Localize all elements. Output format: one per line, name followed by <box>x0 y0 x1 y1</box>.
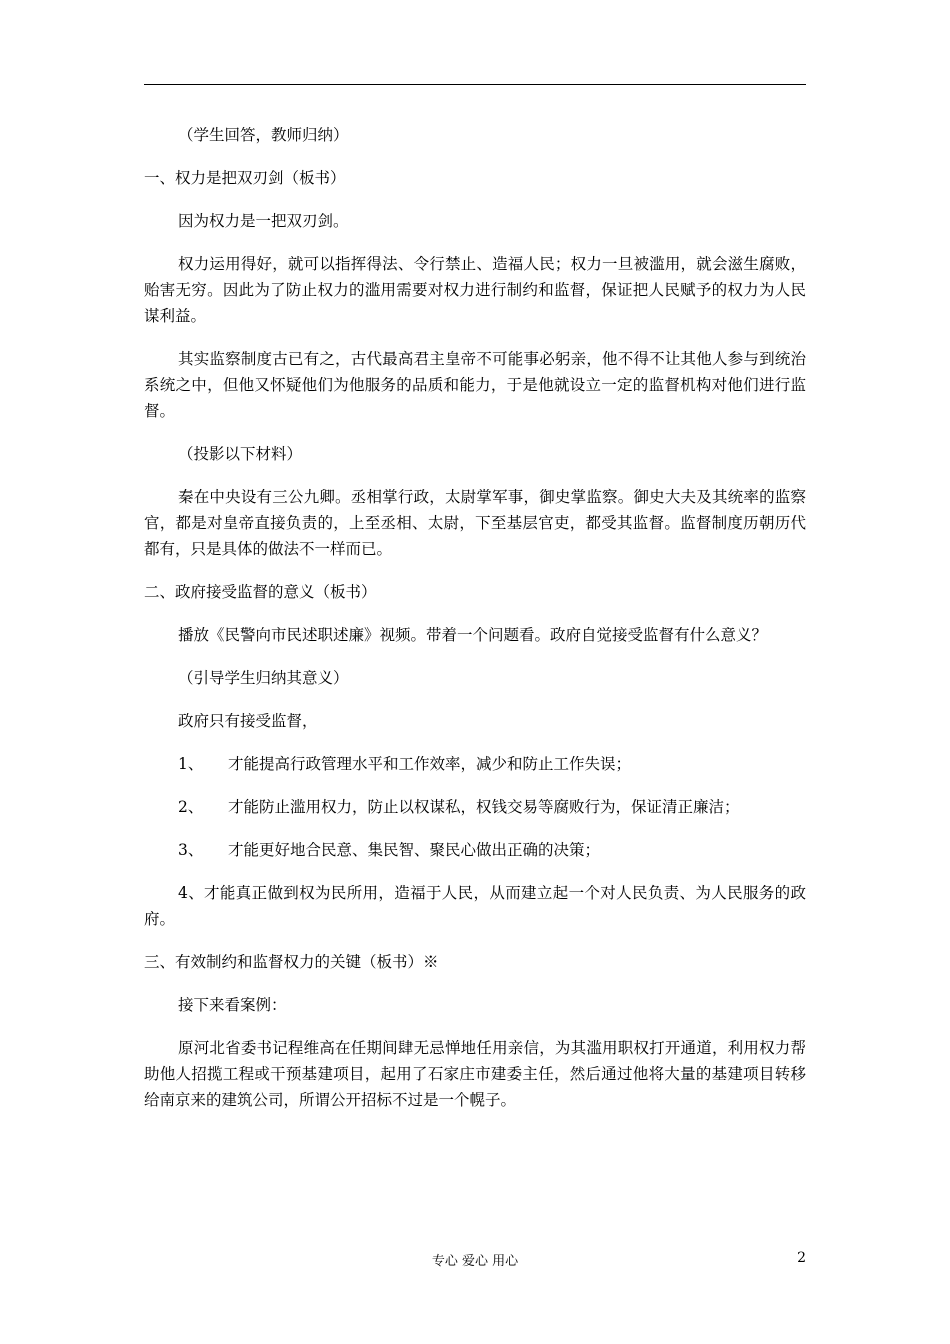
list-number: 2、 <box>178 798 204 816</box>
list-item <box>144 794 806 820</box>
paragraph: 秦在中央设有三公九卿。丞相掌行政，太尉掌军事，御史掌监察。御史大夫及其统率的监察官，都是对皇帝直接负责的，上至丞相、太尉，下至基层官吏，都受其监督。监督制度历朝历代都有，只是具体的做法不一样而已。 <box>144 488 806 558</box>
list-text: 才能防止滥用权力，防止以权谋私，权钱交易等腐败行为，保证清正廉洁； <box>228 798 740 816</box>
paragraph: 播放《民警向市民述职述廉》视频。带着一个问题看。政府自觉接受监督有什么意义？ <box>178 626 768 644</box>
paragraph: （投影以下材料） <box>178 445 303 463</box>
section-heading-2: 二、政府接受监督的意义（板书） <box>144 583 377 601</box>
paragraph: 4、才能真正做到权为民所用，造福于人民，从而建立起一个对人民负责、为人民服务的政府。 <box>144 884 806 928</box>
list-text: 才能提高行政管理水平和工作效率，减少和防止工作失误； <box>228 755 632 773</box>
list-text: 才能更好地合民意、集民智、聚民心做出正确的决策； <box>228 841 601 859</box>
paragraph: 权力运用得好，就可以指挥得法、令行禁止、造福人民；权力一旦被滥用，就会滋生腐败，贻害无穷。因此为了防止权力的滥用需要对权力进行制约和监督，保证把人民赋予的权力为人民谋利益。 <box>144 255 806 325</box>
list-number: 1、 <box>178 755 204 773</box>
list-number: 3、 <box>178 841 204 859</box>
document-body <box>144 122 806 1113</box>
paragraph: 因为权力是一把双刃剑。 <box>178 212 349 230</box>
paragraph: 原河北省委书记程维高在任期间肆无忌惮地任用亲信，为其滥用职权打开通道，利用权力帮助他人招揽工程或干预基建项目，起用了石家庄市建委主任，然后通过他将大量的基建项目转移给南京来的建筑公司，所谓公开招标不过是一个幌子。 <box>144 1039 806 1109</box>
list-item <box>144 751 806 777</box>
paragraph: 接下来看案例： <box>178 996 287 1014</box>
paragraph: 政府只有接受监督， <box>178 712 318 730</box>
paragraph: （引导学生归纳其意义） <box>178 669 349 687</box>
paragraph: （学生回答，教师归纳） <box>178 126 349 144</box>
section-heading-3: 三、有效制约和监督权力的关键（板书）※ <box>144 953 439 971</box>
page-number: 2 <box>797 1250 806 1266</box>
page-footer: 专心 爱心 用心 <box>431 1254 519 1269</box>
paragraph: 其实监察制度古已有之，古代最高君主皇帝不可能事必躬亲，他不得不让其他人参与到统治系统之中，但他又怀疑他们为他服务的品质和能力，于是他就设立一定的监督机构对他们进行监督。 <box>144 350 806 420</box>
header-rule <box>144 84 806 85</box>
list-item <box>144 837 806 863</box>
section-heading-1: 一、权力是把双刃剑（板书） <box>144 169 346 187</box>
